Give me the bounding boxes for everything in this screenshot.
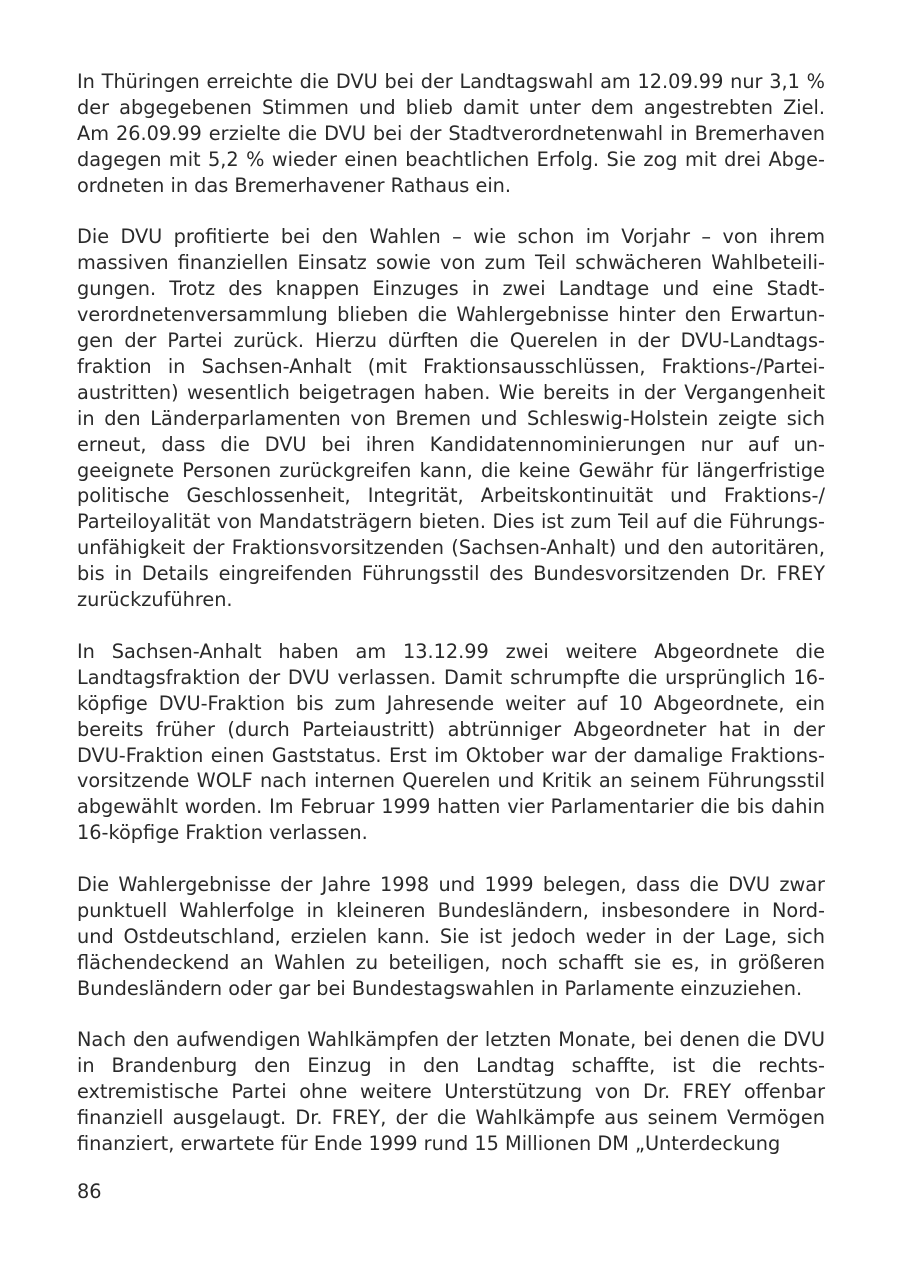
paragraph-wahlkaempfe: Nach den aufwendigen Wahlkämpfen der letzten Monate, bei denen die DVU in Brandenburg den Einzug in den Landtag schaffte, ist die rechtsextremistische Partei ohne weitere Unterstützung von Dr. FREY offenbar finanziell ausgelaugt. Dr. FREY, der die Wahlkämpfe aus seinem Vermögen finanziert, erwartete für Ende 1999 rund 15 Millionen DM „Unterdeckung (77, 1028, 825, 1156)
paragraph-thueringen-bremerhaven: In Thüringen erreichte die DVU bei der Landtagswahl am 12.09.99 nur 3,1 % der abgegebenen Stimmen und blieb damit unter dem angestrebten Ziel. Am 26.09.99 erzielte die DVU bei der Stadtverordnetenwahl in Bremerhaven dagegen mit 5,2 % wieder einen beachtlichen Erfolg. Sie zog mit drei Abgeordneten in das Bremerhavener Rathaus ein. (77, 70, 825, 197)
paragraph-sachsen-anhalt: In Sachsen-Anhalt haben am 13.12.99 zwei weitere Abgeordnete die Landtagsfraktion der DVU verlassen. Damit schrumpfte die ursprünglich 16-köpfige DVU-Fraktion bis zum Jahresende weiter auf 10 Abgeordnete, ein bereits früher (durch Parteiaustritt) abtrünniger Abgeordneter hat in der DVU-Fraktion einen Gaststatus. Erst im Oktober war der damalige Fraktionsvorsitzende WOLF nach internen Querelen und Kritik an seinem Führungsstil abgewählt worden. Im Februar 1999 hatten vier Parlamentarier die bis dahin 16-köpfige Fraktion verlassen. (77, 639, 825, 845)
document-page (77, 69, 825, 1183)
page-number: 86 (77, 1180, 102, 1203)
paragraph-wahlergebnisse: Die Wahlergebnisse der Jahre 1998 und 1999 belegen, dass die DVU zwar punktuell Wahlerfolge in kleineren Bundesländern, insbesondere in Nord- und Ostdeutschland, erzielen kann. Sie ist jedoch weder in der Lage, sich flächendeckend an Wahlen zu beteiligen, noch schafft sie es, in größeren Bundesländern oder gar bei Bundestagswahlen in Parlamente einzuziehen. (77, 873, 825, 1000)
paragraph-dvu-wahlen: Die DVU profitierte bei den Wahlen – wie schon im Vorjahr – von ihrem massiven finanziellen Einsatz sowie von zum Teil schwächeren Wahlbeteiligungen. Trotz des knappen Einzuges in zwei Landtage und eine Stadtverordnetenversammlung blieben die Wahlergebnisse hinter den Erwartungen der Partei zurück. Hierzu dürften die Querelen in der DVU-Landtagsfraktion in Sachsen-Anhalt (mit Fraktionsausschlüssen, Fraktions-/Parteiaustritten) wesentlich beigetragen haben. Wie bereits in der Vergangenheit in den Länderparlamenten von Bremen und Schleswig-Holstein zeigte sich erneut, dass die DVU bei ihren Kandidatennominierungen nur auf ungeeignete Personen zurückgreifen kann, die keine Gewähr für längerfristige politische Geschlossenheit, Integrität, Arbeitskontinuität und Fraktions-/ Parteiloyalität von Mandatsträgern bieten. Dies ist zum Teil auf die Führungsunfähigkeit der Fraktionsvorsitzenden (Sachsen-Anhalt) und den autoritären, bis in Details eingreifenden Führungsstil des Bundesvorsitzenden Dr. FREY zurückzuführen. (77, 225, 825, 612)
